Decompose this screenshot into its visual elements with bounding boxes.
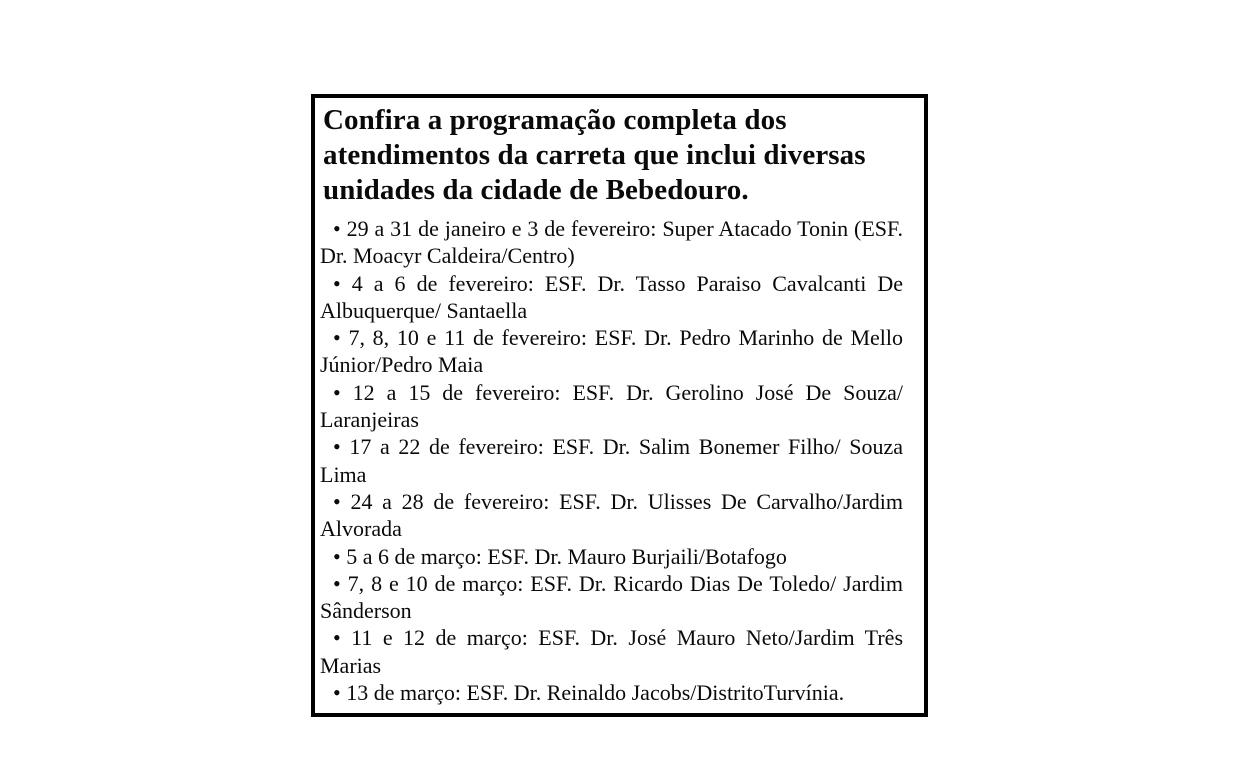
bullet-icon: • — [333, 270, 352, 296]
schedule-item: • 12 a 15 de fevereiro: ESF. Dr. Gerolino José De Souza/ Laranjeiras — [320, 379, 904, 433]
schedule-item: • 7, 8, 10 e 11 de fevereiro: ESF. Dr. Pedro Marinho de Mello Júnior/Pedro Maia — [320, 325, 903, 378]
bullet-icon: • — [333, 488, 351, 514]
bullet-icon: • — [333, 325, 349, 351]
bullet-icon: • — [333, 570, 348, 596]
schedule-item: • 4 a 6 de fevereiro: ESF. Dr. Tasso Paraiso Cavalcanti De Albuquerque/ Santaella — [320, 270, 904, 323]
schedule-item: • 29 a 31 de janeiro e 3 de fevereiro: Super Atacado Tonin (ESF. Dr. Moacyr Caldeira/Centro) — [320, 216, 904, 269]
schedule-item: • 5 a 6 de março: ESF. Dr. Mauro Burjaili/Botafogo — [333, 543, 787, 569]
bullet-icon: • — [333, 680, 347, 706]
schedule-item: • 13 de março: ESF. Dr. Reinaldo Jacobs/DistritoTurvínia. — [333, 680, 845, 706]
bullet-icon: • — [333, 379, 353, 405]
schedule-item: • 17 a 22 de fevereiro: ESF. Dr. Salim Bonemer Filho/ Souza Lima — [320, 434, 903, 487]
bullet-icon: • — [333, 543, 347, 569]
schedule-item: • 11 e 12 de março: ESF. Dr. José Mauro Neto/Jardim Três Marias — [320, 625, 903, 678]
bullet-icon: • — [333, 625, 352, 651]
bullet-icon: • — [333, 216, 347, 241]
schedule-item: • 7, 8 e 10 de março: ESF. Dr. Ricardo Dias De Toledo/ Jardim Sânderson — [320, 570, 904, 624]
bullet-icon: • — [333, 434, 350, 460]
schedule-notice-box — [311, 94, 928, 717]
notice-title: Confira a programação completa dos atendimentos da carreta que inclui diversas unidades da cidade de Bebedouro. — [323, 104, 866, 206]
schedule-list — [320, 215, 920, 706]
schedule-item: • 24 a 28 de fevereiro: ESF. Dr. Ulisses De Carvalho/Jardim Alvorada — [320, 488, 903, 542]
